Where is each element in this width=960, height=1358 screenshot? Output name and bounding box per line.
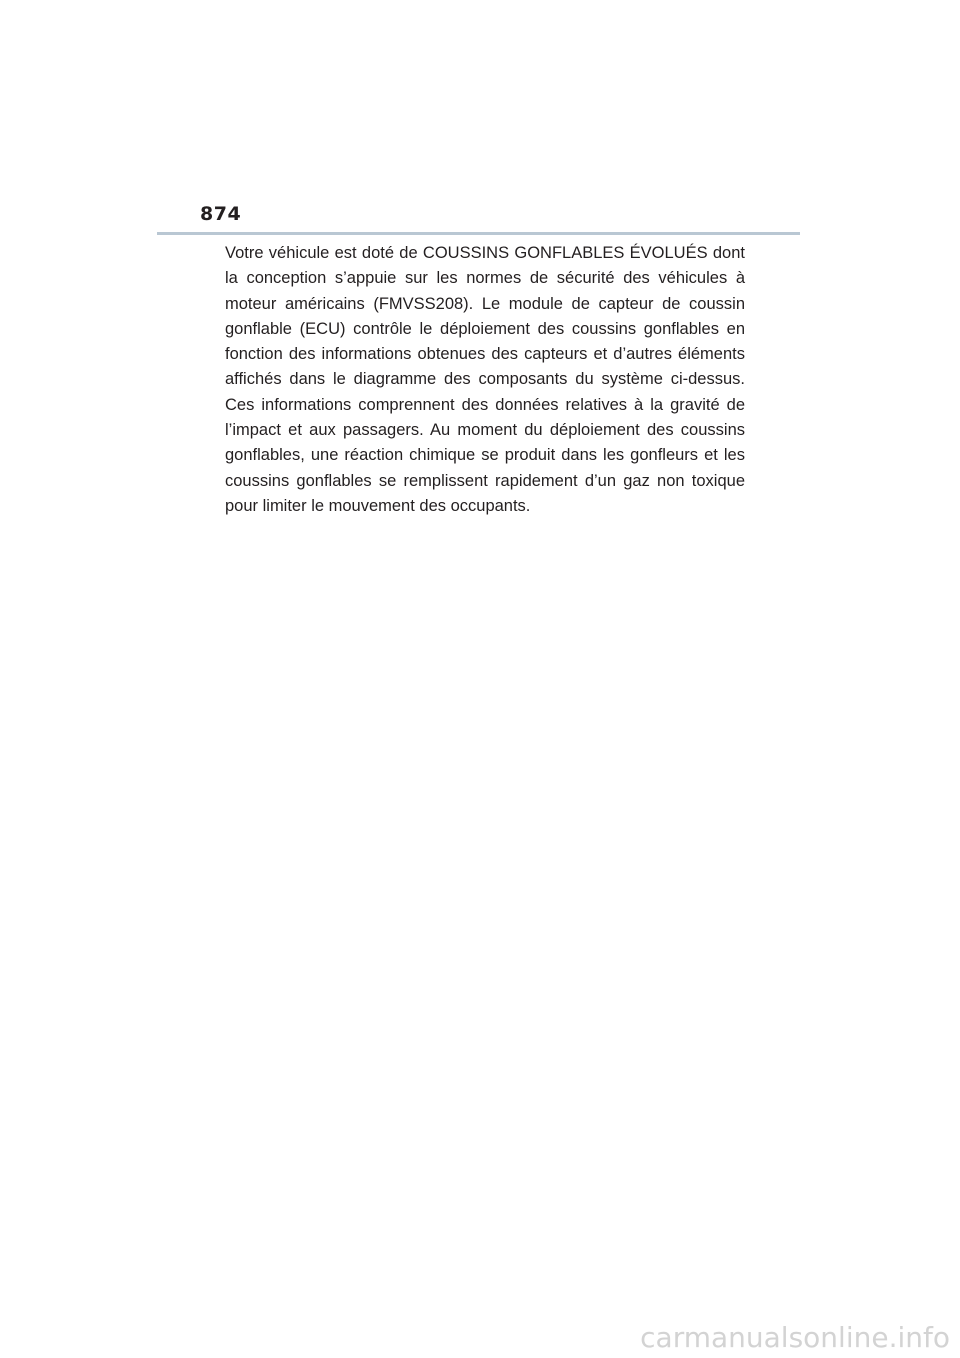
body-paragraph: Votre véhicule est doté de COUSSINS GONFLABLES ÉVOLUÉS dont la conception s’appuie sur les normes de sécurité des véhicules à moteur américains (FMVSS208). Le module de capteur de coussin gonflable (ECU) contrôle le déploiement des coussins gonflables en fonction des informations obtenues des capteurs et d’autres éléments affichés dans le diagramme des composants du système ci-dessus. Ces informations comprennent des données relatives à la gravité de l’impact et aux passagers. Au moment du déploiement des coussins gonflables, une réaction chimique se produit dans les gonfleurs et les coussins gonflables se remplissent rapidement d’un gaz non toxique pour limiter le mouvement des occupants. — [225, 244, 745, 515]
watermark: carmanualsonline.info — [640, 1321, 950, 1354]
header-divider — [157, 232, 800, 235]
page-number: 874 — [200, 203, 242, 225]
